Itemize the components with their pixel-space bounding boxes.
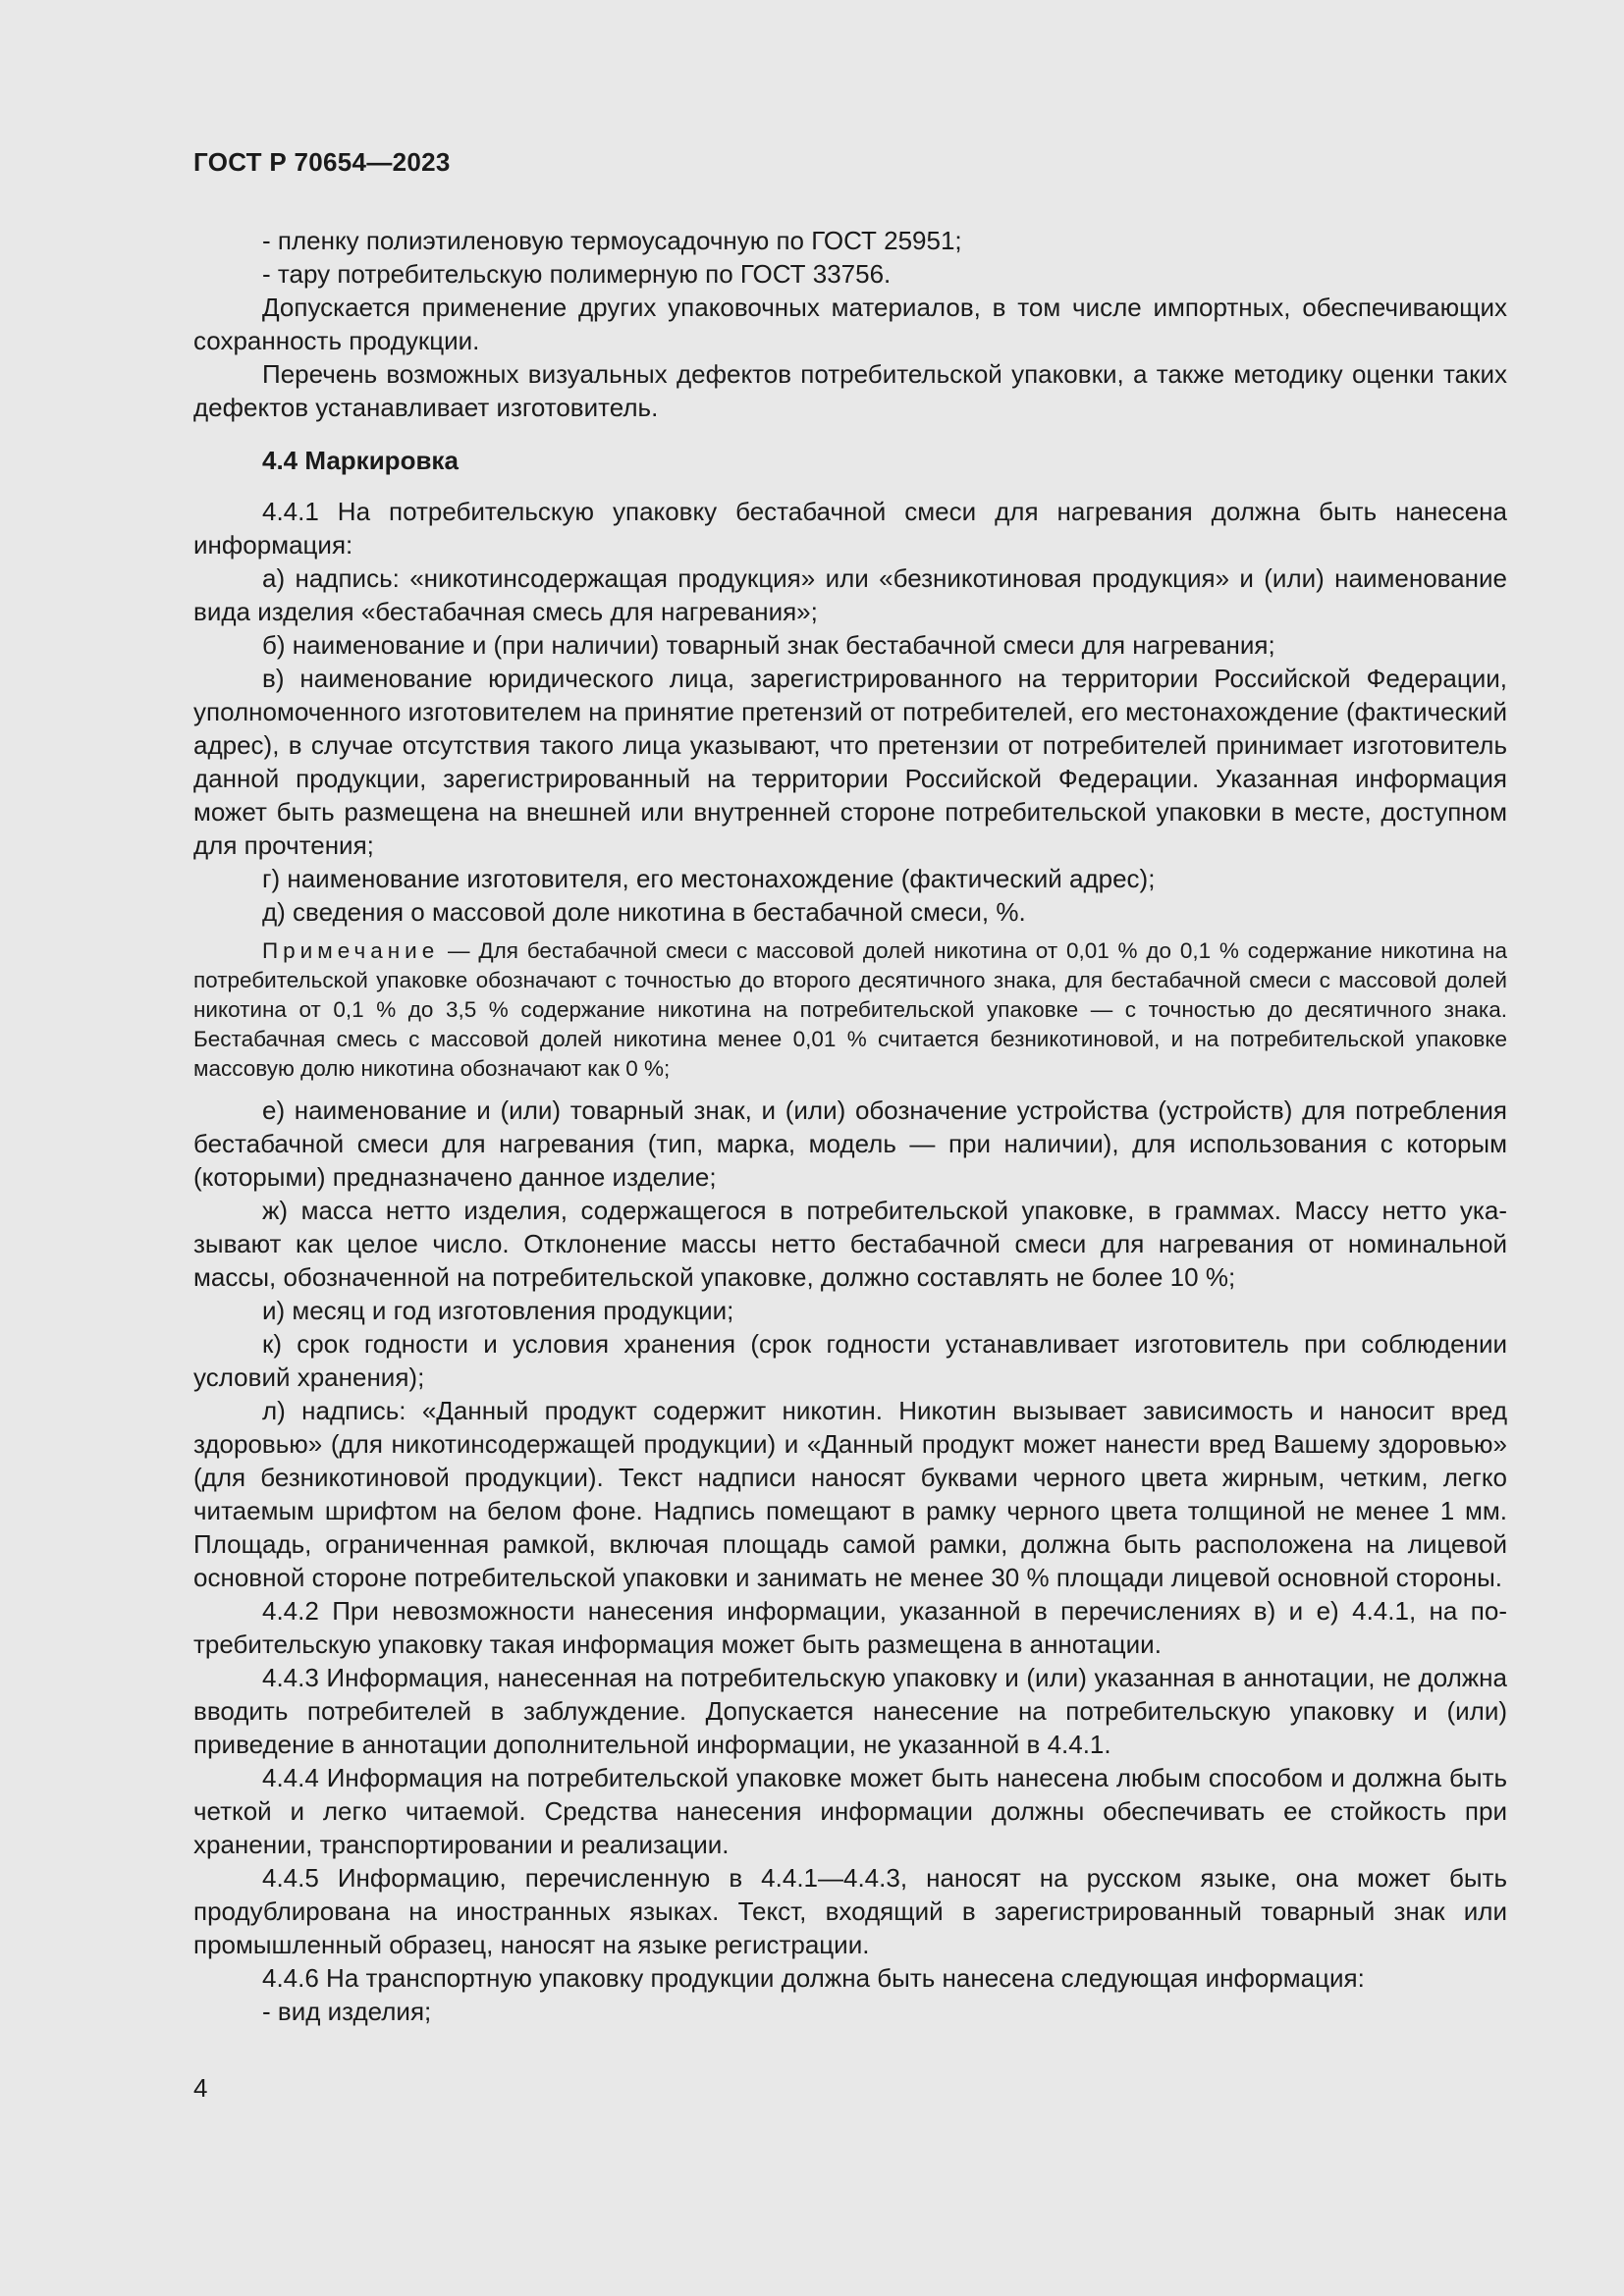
paragraph: 4.4.3 Информация, нанесенная на потребительскую упаковку и (или) указанная в аннотации, не должна вводить потребителей в заблуждение. Допускается нанесение на потребительскую упаковку и (или) приведение в аннотации дополнительной информации, не указанной в 4.4.1.	[193, 1663, 1507, 1759]
note-text: — Для бестабачной смеси с массовой долей никотина от 0,01 % до 0,1 % содержание никотина на потребительской упаковке обозначают с точностью до второго десятичного знака, для бестабачной смеси с массовой долей никотина от 0,1 % до 3,5 % содержание никотина на потребительской упаковке — с точностью до десятичного знака. Бестабачная смесь с массовой долей никотина менее 0,01 % считается безникотиновой, и на потребительской упаковке массовую долю никотина обозначают как 0 %;	[193, 938, 1507, 1081]
paragraph: 4.4.6 На транспортную упаковку продукции должна быть нанесена следующая информация:	[262, 1963, 1365, 1993]
document-header: ГОСТ Р 70654—2023	[193, 147, 451, 177]
paragraph: л) надпись: «Данный продукт содержит никотин. Никотин вызывает зависимость и наносит вред здоровью» (для никотинсодержащей продукции) и «Данный продукт может нанести вред Вашему здоровью» (для безникотиновой продукции). Текст надписи наносят буквами черного цвета жирным, четким, легко читаемым шрифтом на белом фоне. Надпись помещают в рамку черного цвета толщиной не менее 1 мм. Площадь, ограниченная рамкой, включая площадь самой рамки, должна быть расположена на лицевой основной стороне потребительской упаковки и занимать не менее 30 % площади лицевой основной стороны.	[193, 1396, 1507, 1592]
paragraph: - тару потребительскую полимерную по ГОСТ 33756.	[262, 259, 892, 289]
paragraph: 4.4.4 Информация на потребительской упаковке может быть нанесена любым способом и должна быть четкой и легко читаемой. Средства нанесения информации должны обеспечивать ее стойкость при хранении, транспортировании и реализации.	[193, 1763, 1507, 1859]
paragraph: ж) масса нетто изделия, содержащегося в потребительской упаковке, в граммах. Массу нетто указывают как целое число. Отклонение массы нетто бестабачной смеси для нагревания от номинальной массы, обозначенной на потребительской упаковке, должно составлять не более 10 %;	[193, 1196, 1507, 1292]
paragraph: к) срок годности и условия хранения (срок годности устанавливает изготовитель при соблюдении условий хранения);	[193, 1329, 1507, 1392]
paragraph: в) наименование юридического лица, зарегистрированного на территории Российской Федерации, уполномоченного изготовителем на принятие претензий от потребителей, его местонахождение (фактический адрес), в случае отсутствия такого лица указывают, что претензии от потребителей принимает изготовитель данной продукции, зарегистрированный на территории Российской Федерации. Указанная информация может быть размещена на внешней или внутренней стороне потребительской упаковки в месте, доступном для прочтения;	[193, 664, 1507, 860]
paragraph: - пленку полиэтиленовую термоусадочную по ГОСТ 25951;	[262, 226, 962, 255]
paragraph: б) наименование и (при наличии) товарный знак бестабачной смеси для нагревания;	[262, 630, 1275, 660]
paragraph: 4.4.1 На потребительскую упаковку бестабачной смеси для нагревания должна быть нанесена информация:	[193, 497, 1507, 560]
section-title: 4.4 Маркировка	[262, 446, 459, 475]
marking-requirements-continued-block	[193, 1094, 1507, 2028]
paragraph: а) надпись: «никотинсодержащая продукция» или «безникотиновая продукция» и (или) наименование вида изделия «бестабачная смесь для нагревания»;	[193, 563, 1507, 626]
page-content	[193, 224, 1507, 2028]
paragraph: г) наименование изготовителя, его местонахождение (фактический адрес);	[262, 864, 1156, 893]
paragraph: - вид изделия;	[262, 1997, 432, 2026]
note-paragraph	[193, 936, 1507, 1084]
paragraph: 4.4.5 Информацию, перечисленную в 4.4.1—4.4.3, наносят на русском языке, она может быть продублирована на иностранных языках. Текст, входящий в зарегистрированный товарный знак или промышленный образец, наносят на языке регистрации.	[193, 1863, 1507, 1959]
paragraph: Допускается применение других упаковочных материалов, в том числе импортных, обеспечивающих сохранность продукции.	[193, 293, 1507, 355]
paragraph: е) наименование и (или) товарный знак, и (или) обозначение устройства (устройств) для потребления бестабачной смеси для нагревания (тип, марка, модель — при наличии), для использования с которым (которыми) предназначено данное изделие;	[193, 1095, 1507, 1192]
paragraph: и) месяц и год изготовления продукции;	[262, 1296, 734, 1325]
packaging-materials-block	[193, 224, 1507, 424]
paragraph: д) сведения о массовой доле никотина в бестабачной смеси, %.	[262, 897, 1026, 927]
page-number: 4	[193, 2073, 208, 2103]
note-label: Примечание	[262, 938, 440, 963]
paragraph: 4.4.2 При невозможности нанесения информации, указанной в перечислениях в) и е) 4.4.1, на потребительскую упаковку такая информация может быть размещена в аннотации.	[193, 1596, 1507, 1659]
paragraph: Перечень возможных визуальных дефектов потребительской упаковки, а также методику оценки таких дефектов устанавливает изготовитель.	[193, 359, 1507, 422]
marking-requirements-block	[193, 495, 1507, 929]
